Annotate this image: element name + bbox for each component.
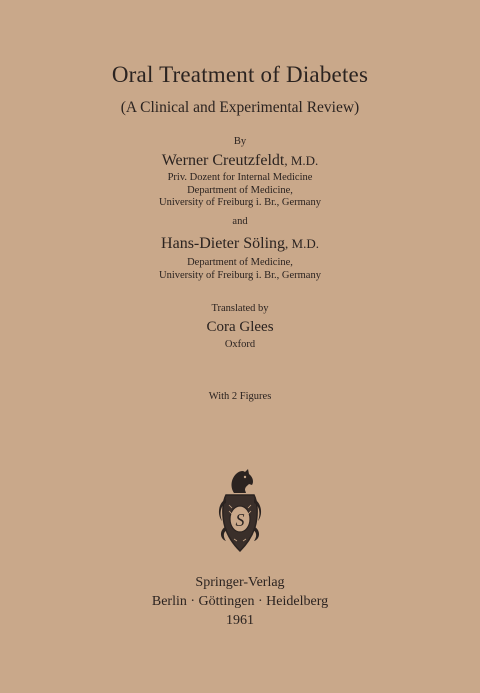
- author-2-affiliation: [0, 257, 480, 282]
- translated-by-label: Translated by: [211, 303, 269, 314]
- publisher-name: Springer-Verlag: [195, 575, 285, 590]
- affiliation-line: University of Freiburg i. Br., Germany: [159, 269, 321, 281]
- author-2-name: Hans-Dieter Söling: [161, 235, 286, 252]
- publisher-cities: Berlin · Göttingen · Heidelberg: [151, 594, 329, 609]
- author-2-degree: , M.D.: [285, 236, 319, 251]
- svg-text:S: S: [235, 510, 245, 530]
- affiliation-line: Department of Medicine,: [187, 257, 293, 268]
- author-1-affiliation: [0, 172, 480, 210]
- publication-year: 1961: [226, 613, 254, 628]
- and-label: and: [232, 216, 248, 227]
- author-1-degree: , M.D.: [284, 153, 319, 168]
- affiliation-line: University of Freiburg i. Br., Germany: [159, 197, 321, 208]
- translator-name: Cora Glees: [206, 319, 274, 335]
- affiliation-line: Department of Medicine,: [187, 184, 293, 196]
- translator-location: Oxford: [224, 339, 256, 350]
- book-title: Oral Treatment of Diabetes: [111, 62, 369, 87]
- author-2: [0, 235, 480, 253]
- author-1-name: Werner Creutzfeldt: [161, 152, 285, 169]
- publisher-block: [0, 573, 480, 630]
- author-1: [0, 152, 480, 170]
- book-subtitle: (A Clinical and Experimental Review): [120, 99, 360, 116]
- springer-chess-knight-emblem-icon: [212, 465, 268, 555]
- by-label: By: [233, 136, 247, 147]
- affiliation-line: Priv. Dozent for Internal Medicine: [167, 172, 313, 183]
- figures-note: With 2 Figures: [208, 391, 272, 402]
